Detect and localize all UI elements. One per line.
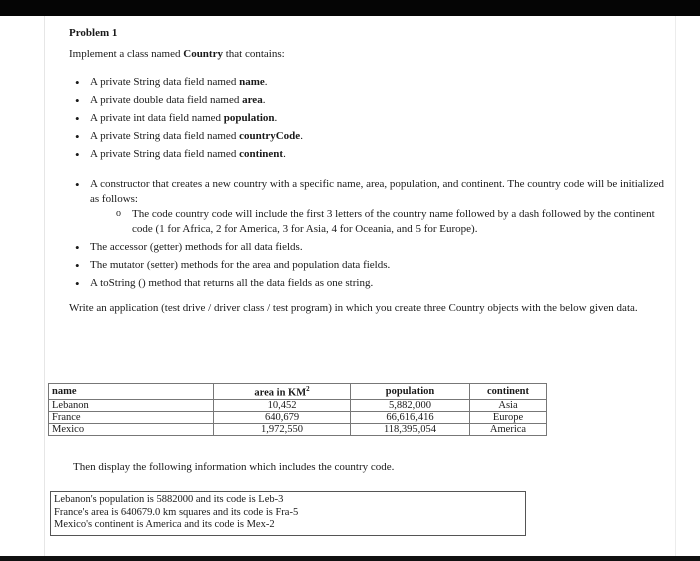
cell-continent: Asia bbox=[470, 399, 547, 411]
header-continent: continent bbox=[470, 384, 547, 400]
cell-population: 118,395,054 bbox=[351, 423, 470, 435]
intro-suffix: that contains: bbox=[222, 48, 285, 60]
then-text: Then display the following information which includes the country code. bbox=[73, 461, 395, 473]
field-item: • A private String data field named continent. bbox=[69, 147, 669, 162]
cell-area: 640,679 bbox=[214, 411, 351, 423]
field-item: • A private int data field named population. bbox=[69, 111, 669, 126]
output-line: France's area is 640679.0 km squares and its code is Fra-5 bbox=[54, 506, 299, 518]
table-row bbox=[49, 411, 547, 423]
expected-output-box bbox=[50, 491, 526, 536]
table-row bbox=[49, 399, 547, 411]
header-population: population bbox=[351, 384, 470, 400]
cell-population: 66,616,416 bbox=[351, 411, 470, 423]
intro-prefix: Implement a class named bbox=[69, 48, 184, 60]
field-item: • A private double data field named area. bbox=[69, 93, 669, 108]
top-black-bar bbox=[0, 0, 700, 16]
document-content bbox=[69, 26, 669, 316]
field-item: • A private String data field named name. bbox=[69, 75, 669, 90]
constructor-text: A constructor that creates a new country with a specific name, area, population, and continent. The country code will be initialized as follows: bbox=[90, 178, 665, 205]
cell-name: Lebanon bbox=[49, 399, 214, 411]
document-page bbox=[44, 16, 676, 556]
code-rule-item: o The code country code will include the first 3 letters of the country name followed by a dash followed by the continent code (1 for Africa, 2 for America, 3 for Asia, 4 for Oceania, and 5 for Europe). bbox=[90, 207, 669, 237]
table-header-row bbox=[49, 384, 547, 400]
header-area: area in $KM^2$ bbox=[214, 384, 351, 400]
cell-continent: Europe bbox=[470, 411, 547, 423]
cell-name: Mexico bbox=[49, 423, 214, 435]
problem-title: Problem 1 bbox=[69, 27, 118, 39]
output-line: Lebanon's population is 5882000 and its code is Leb-3 bbox=[54, 494, 284, 505]
cell-population: 5,882,000 bbox=[351, 399, 470, 411]
header-name: name bbox=[49, 384, 214, 400]
table-row bbox=[49, 423, 547, 435]
bottom-black-bar bbox=[0, 556, 700, 561]
method-item: • A toString () method that returns all the data fields as one string. bbox=[69, 276, 669, 291]
fields-list bbox=[69, 75, 669, 162]
constructor-item bbox=[69, 177, 669, 237]
output-line: Mexico's continent is America and its code is Mex-2 bbox=[54, 519, 275, 530]
intro-class-name: Country bbox=[183, 48, 223, 60]
intro-text bbox=[69, 47, 669, 62]
write-text: Write an application (test drive / driver class / test program) in which you create three Country objects with the below given data. bbox=[69, 302, 638, 314]
country-data-table bbox=[48, 383, 547, 436]
method-item: • The mutator (setter) methods for the area and population data fields. bbox=[69, 258, 669, 273]
methods-list bbox=[69, 177, 669, 291]
cell-area: 1,972,550 bbox=[214, 423, 351, 435]
cell-continent: America bbox=[470, 423, 547, 435]
cell-name: France bbox=[49, 411, 214, 423]
method-item: • The accessor (getter) methods for all data fields. bbox=[69, 240, 669, 255]
field-item: • A private String data field named countryCode. bbox=[69, 129, 669, 144]
cell-area: 10,452 bbox=[214, 399, 351, 411]
